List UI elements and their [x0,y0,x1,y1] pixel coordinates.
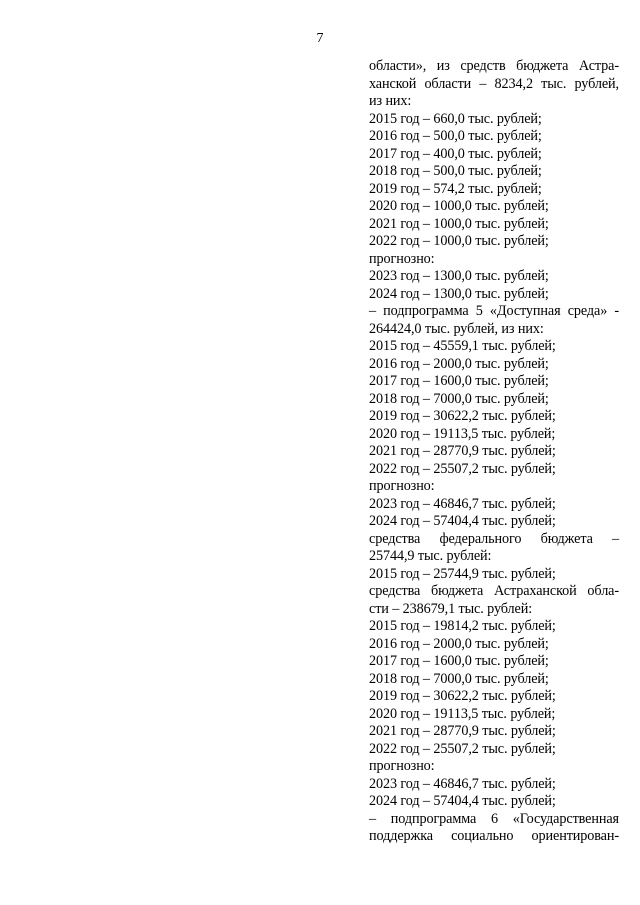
text-line: средства федерального бюджета – [369,530,619,547]
text-line: 2023 год – 46846,7 тыс. рублей; [369,495,556,512]
text-line: – подпрограмма 6 «Государственная [369,810,619,827]
text-line: 2015 год – 25744,9 тыс. рублей; [369,565,556,582]
text-line: 2017 год – 1600,0 тыс. рублей; [369,373,549,389]
text-line: 2015 год – 45559,1 тыс. рублей; [369,338,556,354]
text-line: 2019 год – 574,2 тыс. рублей; [369,180,542,197]
text-line: 2015 год – 660,0 тыс. рублей; [369,110,542,127]
text-line: из них: [369,93,412,109]
text-line: 2018 год – 7000,0 тыс. рублей; [369,670,549,687]
text-line: 2021 год – 28770,9 тыс. рублей; [369,723,556,739]
text-line: 2022 год – 25507,2 тыс. рублей; [369,740,556,757]
text-line: 2018 год – 7000,0 тыс. рублей; [369,390,549,407]
text-line: 25744,9 тыс. рублей: [369,548,492,564]
text-line: 2021 год – 28770,9 тыс. рублей; [369,443,556,459]
text-line: 2022 год – 1000,0 тыс. рублей; [369,233,549,249]
text-line: 2023 год – 46846,7 тыс. рублей; [369,775,556,792]
text-line: 2017 год – 400,0 тыс. рублей; [369,145,542,162]
text-line: 2024 год – 57404,4 тыс. рублей; [369,513,556,529]
text-line: 2024 год – 57404,4 тыс. рублей; [369,793,556,809]
text-line: 2020 год – 19113,5 тыс. рублей; [369,425,556,442]
text-line: 2024 год – 1300,0 тыс. рублей; [369,285,549,302]
page-number: 7 [316,31,324,46]
text-line: поддержка социально ориентирован- [369,828,619,844]
text-line: 2020 год – 1000,0 тыс. рублей; [369,198,549,214]
text-line: 2021 год – 1000,0 тыс. рублей; [369,215,549,232]
text-line: 2016 год – 2000,0 тыс. рублей; [369,635,549,652]
text-line: прогнозно: [369,250,435,267]
text-line: области», из средств бюджета Астра- [369,58,619,74]
text-line: 2016 год – 2000,0 тыс. рублей; [369,355,549,372]
text-line: – подпрограмма 5 «Доступная среда» - [369,303,619,319]
text-line: ханской области – 8234,2 тыс. рублей, [369,75,619,92]
text-line: средства бюджета Астраханской обла- [369,583,619,599]
text-line: прогнозно: [369,478,435,494]
text-line: 2019 год – 30622,2 тыс. рублей; [369,688,556,704]
text-line: 2022 год – 25507,2 тыс. рублей; [369,460,556,477]
text-line: 2017 год – 1600,0 тыс. рублей; [369,653,549,669]
text-line: 2020 год – 19113,5 тыс. рублей; [369,705,556,722]
text-line: сти – 238679,1 тыс. рублей: [369,600,533,617]
text-line: 2016 год – 500,0 тыс. рублей; [369,128,542,144]
text-line: 2015 год – 19814,2 тыс. рублей; [369,618,556,634]
text-column [369,58,619,846]
text-line: 2023 год – 1300,0 тыс. рублей; [369,268,549,284]
text-line: прогнозно: [369,758,435,774]
text-line: 2019 год – 30622,2 тыс. рублей; [369,408,556,424]
text-line: 2018 год – 500,0 тыс. рублей; [369,163,542,179]
text-line: 264424,0 тыс. рублей, из них: [369,320,544,337]
